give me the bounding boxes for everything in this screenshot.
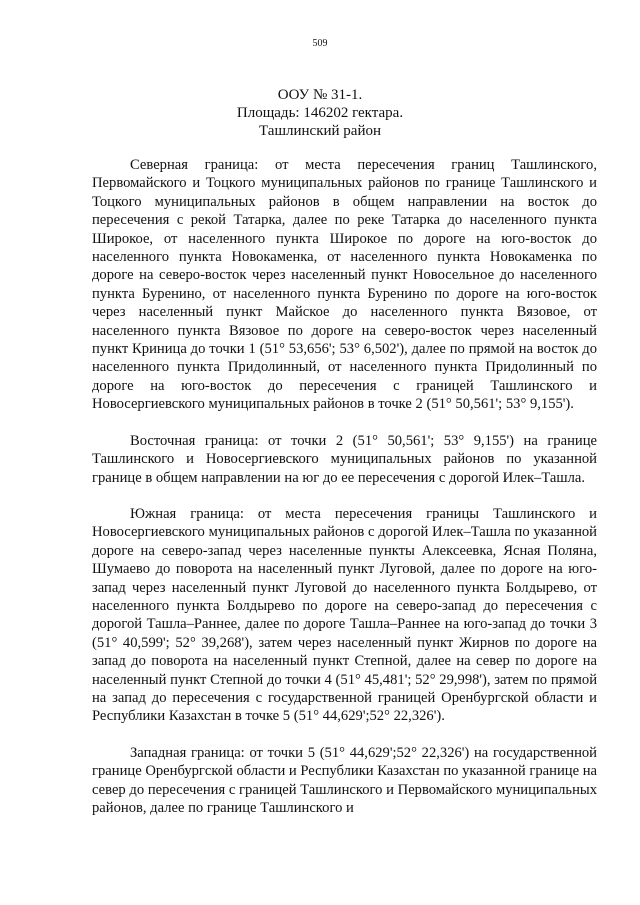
heading-district: Ташлинский район bbox=[259, 123, 381, 139]
heading-title: ООУ № 31-1. bbox=[277, 87, 363, 103]
paragraph-east-border: Восточная граница: от точки 2 (51° 50,561'; 53° 9,155') на границе Ташлинского и Новосергиевского муниципальных районов по указанной границе в общем направлении на юг до ее пересечения с дорогой Илек–Ташла. bbox=[92, 432, 597, 486]
paragraph-north-border: Северная граница: от места пересечения границ Ташлинского, Первомайского и Тоцкого муниципальных районов по границе Ташлинского и Тоцкого муниципальных районов в общем направлении на восток до пересечения с рекой Татарка, далее по реке Татарка до населенного пункта Широкое, от населенного пункта Широкое по дороге на юго-восток до населенного пункта Новокаменка, от населенного пункта Новокаменка по дороге на северо-восток через населенный пункт Новосельное до населенного пункта Буренино, от населенного пункта Буренино по дороге на юго-восток через населенный пункт Майское до населенного пункта Вязовое, от населенного пункта Вязовое по дороге на северо-восток через населенный пункт Криница до точки 1 (51° 53,656'; 53° 6,502'), далее по прямой на восток до населенного пункта Придолинный, от населенного пункта Придолинный по дороге на юго-восток до пересечения с границей Ташлинского и Новосергиевского муниципальных районов в точке 2 (51° 50,561'; 53° 9,155'). bbox=[92, 157, 597, 413]
heading-area: Площадь: 146202 гектара. bbox=[236, 105, 404, 121]
document-heading bbox=[0, 86, 640, 140]
page-number: 509 bbox=[312, 38, 328, 49]
document-body bbox=[92, 156, 597, 835]
paragraph-west-border: Западная граница: от точки 5 (51° 44,629';52° 22,326') на государственной границе Оренбургской области и Республики Казахстан по указанной границе на север до пересечения с границей Ташлинского и Первомайского муниципальных районов, далее по границе Ташлинского и bbox=[92, 744, 597, 816]
paragraph-south-border: Южная граница: от места пересечения границы Ташлинского и Новосергиевского муниципальных районов с дорогой Илек–Ташла по указанной дороге на северо-запад через населенные пункты Алексеевка, Ясная Поляна, Шумаево до поворота на населенный пункт Луговой, далее по дороге на юго-запад через населенный пункт Луговой до населенного пункта Болдырево, от населенного пункта Болдырево по дороге на северо-запад до пересечения с дорогой Ташла–Раннее, далее по дороге Ташла–Раннее на юго-запад до точки 3 (51° 40,599'; 52° 39,268'), затем через населенный пункт Жирнов по дороге на запад до поворота на населенный пункт Степной, далее на север по дороге на населенный пункт Степной до точки 4 (51° 45,481'; 52° 29,998'), затем по прямой на запад до пересечения с государственной границей Оренбургской области и Республики Казахстан в точке 5 (51° 44,629';52° 22,326'). bbox=[92, 505, 597, 725]
